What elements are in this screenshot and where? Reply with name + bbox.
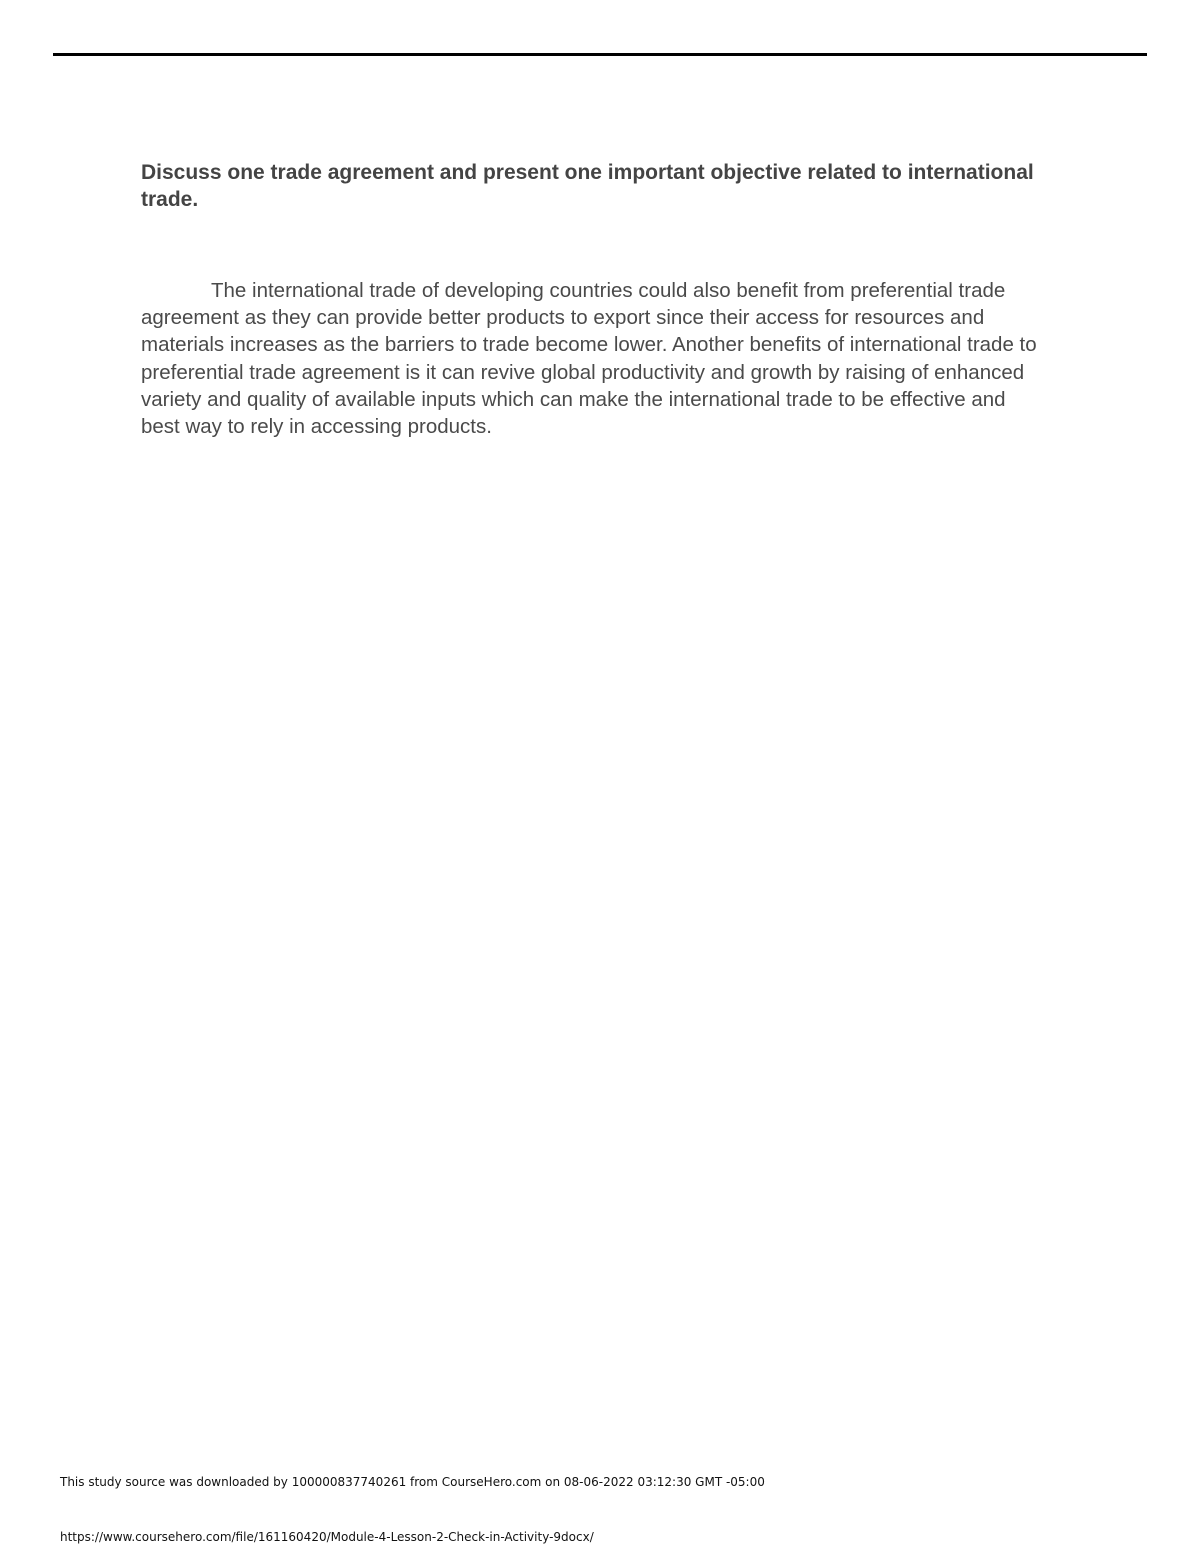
source-url: https://www.coursehero.com/file/161160420/Module-4-Lesson-2-Check-in-Activity-9docx/ (60, 1530, 594, 1544)
answer-paragraph: The international trade of developing countries could also benefit from preferential trade agreement as they can provide better products to export since their access for resources and materials increases as the barriers to trade become lower. Another benefits of international trade to preferential trade agreement is it can revive global productivity and growth by raising of enhanced variety and quality of available inputs which can make the international trade to be effective and best way to rely in accessing products. (141, 279, 1037, 439)
download-source-notice: This study source was downloaded by 100000837740261 from CourseHero.com on 08-06-2022 03:12:30 GMT -05:00 (60, 1475, 765, 1489)
header-rule (53, 53, 1147, 56)
question-heading: Discuss one trade agreement and present one important objective related to international trade. (141, 161, 1034, 211)
